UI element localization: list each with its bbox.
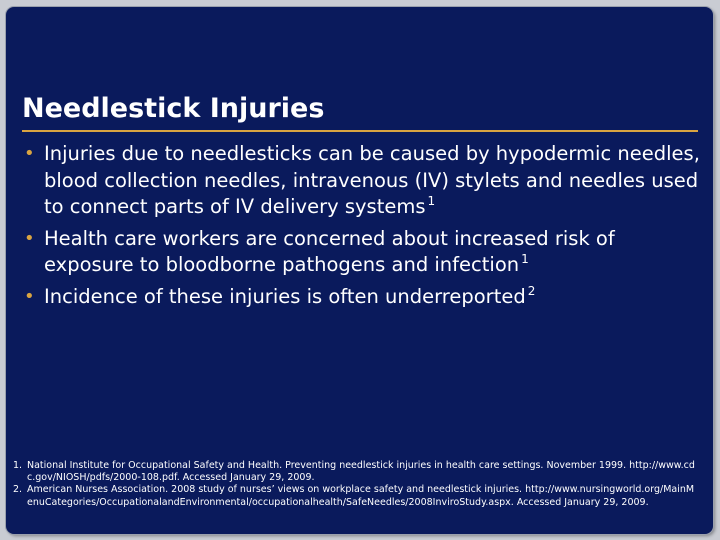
footnote-ref: 1 (521, 252, 529, 266)
reference-list (9, 460, 699, 509)
bullet-dot-icon: • (24, 143, 35, 164)
bullet-dot-icon: • (24, 285, 35, 307)
slide-panel (6, 7, 713, 534)
reference-number: 1. (13, 460, 23, 471)
bullet-text: Health care workers are concerned about increased risk of exposure to bloodborne pathogens and infection (44, 226, 615, 276)
bullet-text: Incidence of these injuries is often underreported (44, 284, 526, 308)
reference-item (9, 484, 699, 508)
bullet-item (22, 226, 702, 279)
bullet-item (22, 284, 702, 311)
bullet-text: Injuries due to needlesticks can be caused by hypodermic needles, blood collection needles, intravenous (IV) stylets and needles used to connect parts of IV delivery systems (44, 142, 700, 218)
bullet-item (22, 141, 702, 221)
footnote-ref: 1 (427, 194, 436, 208)
reference-number: 2. (13, 484, 23, 496)
reference-text: National Institute for Occupational Safety and Health. Preventing needlestick injuries in health care settings. November 1999. http://www.cdc.gov/NIOSH/pdfs/2000-108.pdf. Accessed January 29, 2009. (27, 460, 695, 484)
reference-text: American Nurses Association. 2008 study of nurses’ views on workplace safety and needlestick injuries. http://www.nursingworld.org/MainMenuCategories/OccupationalandEnvironmental/occupationalhealth/SafeNeedles/2008InviroStudy.aspx. Accessed January 29, 2009. (27, 484, 695, 508)
title-divider (22, 130, 698, 132)
footnote-ref: 2 (527, 283, 536, 298)
bullet-list (22, 141, 702, 315)
slide-title: Needlestick Injuries (22, 93, 325, 124)
reference-item (9, 460, 699, 484)
bullet-dot-icon: • (24, 227, 35, 249)
